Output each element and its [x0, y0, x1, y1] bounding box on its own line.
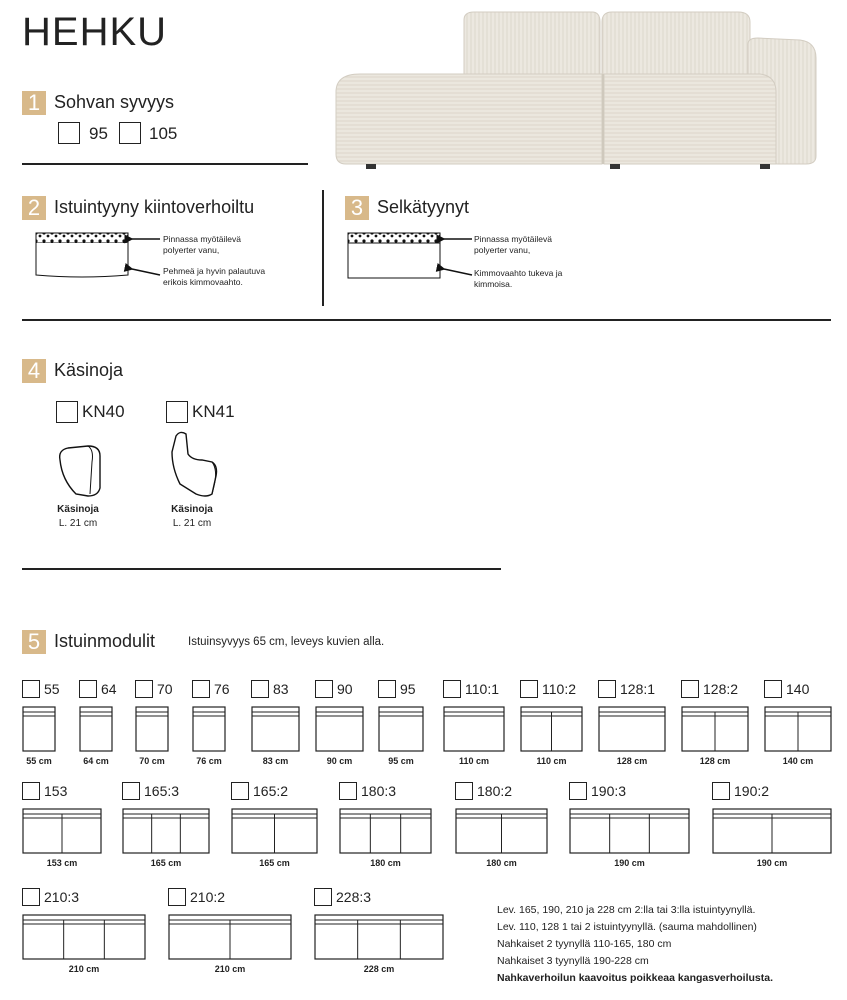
module-label: 83: [273, 681, 289, 697]
note-line: Nahkaiset 3 tyynyllä 190-228 cm: [497, 955, 649, 967]
module-drawing: [122, 808, 210, 854]
module-width-caption: 90 cm: [326, 756, 353, 766]
module-width-caption: 180 cm: [486, 858, 517, 868]
section-5-number: 5: [22, 630, 46, 654]
divider: [22, 568, 501, 570]
armrest-kn41-checkbox[interactable]: [166, 401, 188, 423]
module-drawing: [339, 808, 432, 854]
module-width-caption: 110 cm: [536, 756, 567, 766]
module-checkbox[interactable]: [455, 782, 473, 800]
module-width-caption: 83 cm: [262, 756, 289, 766]
module-checkbox[interactable]: [192, 680, 210, 698]
sofa-image: [330, 8, 820, 170]
depth-95-label: 95: [89, 124, 108, 143]
section-1-number: 1: [22, 91, 46, 115]
module-label: 64: [101, 681, 117, 697]
armrest-kn41-caption: Käsinoja: [171, 504, 213, 515]
module-label: 128:2: [703, 681, 739, 697]
module-width-caption: 210 cm: [68, 964, 100, 974]
back-cushion-diagram: [346, 231, 476, 281]
module-checkbox[interactable]: [520, 680, 538, 698]
module-label: 190:3: [591, 783, 627, 799]
module-checkbox[interactable]: [378, 680, 396, 698]
module-label: 210:2: [190, 889, 226, 905]
module-label: 165:3: [144, 783, 180, 799]
module-width-caption: 153 cm: [46, 858, 78, 868]
armrest-kn40-checkbox[interactable]: [56, 401, 78, 423]
module-label: 95: [400, 681, 416, 697]
section-2-title: Istuintyyny kiintoverhoiltu: [54, 197, 255, 217]
module-width-caption: 128 cm: [699, 756, 731, 766]
depth-105-checkbox[interactable]: [119, 122, 141, 144]
seat-bottom-note: Pehmeä ja hyvin palautuva erikois kimmovaahto.: [163, 266, 266, 287]
module-drawing: [455, 808, 548, 854]
module-checkbox[interactable]: [79, 680, 97, 698]
module-label: 165:2: [253, 783, 289, 799]
module-label: 190:2: [734, 783, 770, 799]
module-checkbox[interactable]: [231, 782, 249, 800]
depth-105-label: 105: [149, 124, 178, 143]
page-title: HEHKU: [22, 10, 168, 54]
armrest-kn41-image: [166, 428, 222, 500]
module-drawing: [764, 706, 832, 752]
divider: [22, 319, 831, 321]
module-width-caption: 190 cm: [614, 858, 645, 868]
module-checkbox[interactable]: [22, 888, 40, 906]
module-drawing: [443, 706, 505, 752]
module-checkbox[interactable]: [443, 680, 461, 698]
module-drawing: [681, 706, 749, 752]
module-checkbox[interactable]: [339, 782, 357, 800]
module-width-caption: 190 cm: [756, 858, 788, 868]
section-3-title: Selkätyynyt: [377, 197, 470, 217]
section-2-number: 2: [22, 196, 46, 220]
armrest-kn40-label: KN40: [82, 402, 125, 421]
module-label: 128:1: [620, 681, 656, 697]
section-3-number: 3: [345, 196, 369, 220]
module-drawing: [378, 706, 424, 752]
module-checkbox[interactable]: [681, 680, 699, 698]
module-label: 210:3: [44, 889, 80, 905]
note-bold: Nahkaverhoilun kaavoitus poikkeaa kangasverhoilusta.: [497, 972, 774, 984]
module-width-caption: 165 cm: [150, 858, 182, 868]
module-checkbox[interactable]: [251, 680, 269, 698]
module-drawing: [314, 914, 444, 960]
armrest-kn40-image: [52, 440, 108, 500]
section-4-number: 4: [22, 359, 46, 383]
armrest-kn40-caption: Käsinoja: [57, 504, 99, 515]
back-top-note: Pinnassa myötäilevä polyerter vanu,: [474, 234, 552, 255]
section-5-subtitle: Istuinsyvyys 65 cm, leveys kuvien alla.: [188, 636, 385, 648]
module-checkbox[interactable]: [168, 888, 186, 906]
module-drawing: [569, 808, 690, 854]
module-checkbox[interactable]: [122, 782, 140, 800]
section-1-title: Sohvan syvyys: [54, 92, 175, 112]
note-line: Nahkaiset 2 tyynyllä 110-165, 180 cm: [497, 938, 672, 950]
module-label: 180:2: [477, 783, 513, 799]
module-checkbox[interactable]: [569, 782, 587, 800]
module-width-caption: 210 cm: [214, 964, 246, 974]
module-width-caption: 228 cm: [363, 964, 395, 974]
module-checkbox[interactable]: [314, 888, 332, 906]
module-width-caption: 165 cm: [259, 858, 290, 868]
module-checkbox[interactable]: [598, 680, 616, 698]
module-checkbox[interactable]: [22, 680, 40, 698]
module-drawing: [79, 706, 113, 752]
module-drawing: [712, 808, 832, 854]
module-checkbox[interactable]: [22, 782, 40, 800]
vertical-divider: [322, 190, 324, 306]
module-width-caption: 180 cm: [370, 858, 401, 868]
module-width-caption: 64 cm: [83, 756, 109, 766]
module-label: 228:3: [336, 889, 372, 905]
module-label: 70: [157, 681, 173, 697]
module-label: 90: [337, 681, 353, 697]
module-width-caption: 70 cm: [139, 756, 165, 766]
module-drawing: [22, 706, 56, 752]
module-width-caption: 140 cm: [782, 756, 814, 766]
module-drawing: [231, 808, 318, 854]
module-label: 55: [44, 681, 60, 697]
armrest-kn41-label: KN41: [192, 402, 235, 421]
module-checkbox[interactable]: [712, 782, 730, 800]
module-label: 110:1: [465, 681, 499, 697]
module-checkbox[interactable]: [315, 680, 333, 698]
seat-cushion-diagram: [34, 231, 164, 281]
module-drawing: [598, 706, 666, 752]
module-drawing: [22, 808, 102, 854]
module-checkbox[interactable]: [764, 680, 782, 698]
module-width-caption: 76 cm: [196, 756, 222, 766]
module-width-caption: 110 cm: [458, 756, 490, 766]
back-bottom-note: Kimmovaahto tukeva ja kimmoisa.: [474, 268, 563, 289]
armrest-kn41-size: L. 21 cm: [172, 518, 212, 529]
module-drawing: [135, 706, 169, 752]
module-label: 180:3: [361, 783, 397, 799]
armrest-kn40-size: L. 21 cm: [58, 518, 98, 529]
module-drawing: [22, 914, 146, 960]
module-width-caption: 55 cm: [26, 756, 52, 766]
depth-95-checkbox[interactable]: [58, 122, 80, 144]
module-drawing: [520, 706, 583, 752]
module-drawing: [168, 914, 292, 960]
note-line: Lev. 165, 190, 210 ja 228 cm 2:lla tai 3:lla istuintyynyllä.: [497, 904, 756, 916]
module-label: 140: [786, 681, 810, 697]
module-label: 153: [44, 783, 68, 799]
module-drawing: [315, 706, 364, 752]
module-drawing: [192, 706, 226, 752]
divider: [22, 163, 308, 165]
module-label: 110:2: [542, 681, 576, 697]
module-label: 76: [214, 681, 230, 697]
module-width-caption: 128 cm: [616, 756, 648, 766]
note-line: Lev. 110, 128 1 tai 2 istuintyynyllä. (sauma mahdollinen): [497, 921, 757, 933]
section-4-title: Käsinoja: [54, 360, 124, 380]
seat-top-note: Pinnassa myötäilevä polyerter vanu,: [163, 234, 241, 255]
module-width-caption: 95 cm: [388, 756, 414, 766]
module-checkbox[interactable]: [135, 680, 153, 698]
module-drawing: [251, 706, 300, 752]
section-5-title: Istuinmodulit: [54, 631, 156, 651]
module-notes: [497, 902, 773, 987]
